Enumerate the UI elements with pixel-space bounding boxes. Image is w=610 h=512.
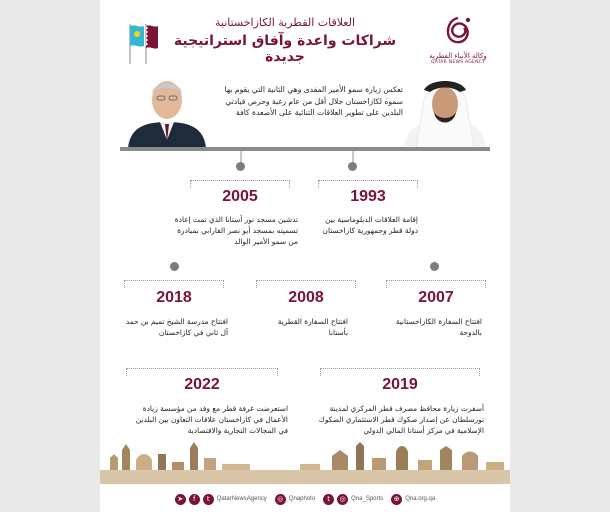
footer-social-group: [175, 494, 267, 505]
footer-sports-group: [323, 494, 383, 505]
timeline-year-1993: 1993: [350, 188, 386, 205]
page-title: شراكات واعدة وآفاق استراتيجية جديدة: [173, 33, 397, 65]
footer-photo-group: [275, 494, 315, 505]
header-divider: [120, 147, 490, 151]
timeline-dot: [430, 262, 439, 271]
instagram-icon[interactable]: ◎: [275, 494, 286, 505]
timeline-year-2007: 2007: [418, 289, 454, 306]
timeline-year-2018: 2018: [156, 289, 192, 306]
timeline-year-2019: 2019: [382, 376, 418, 393]
instagram-icon[interactable]: ◎: [337, 494, 348, 505]
timeline-dot: [348, 162, 357, 171]
timeline-text-2018: افتتاح مدرسة الشيخ تميم بن حمد آل ثاني في كازاخستان: [125, 317, 228, 337]
portrait-emir-photo: [400, 70, 490, 148]
timeline-text-2022: استعرضت غرفة قطر مع وفد من مؤسسة زيادة الأعمال في كازاخستان علاقات التعاون بين البلدين في المجالات التجارية والاقتصادية: [135, 404, 288, 435]
skyline-illustration: [100, 440, 510, 484]
timeline-bracket: [124, 280, 224, 288]
timeline-year-2008: 2008: [288, 289, 324, 306]
timeline-text-2019: أسفرت زيارة محافظ مصرف قطر المركزي لمدينة نورسلطان عن إصدار صكوك قطر الاستثماري الصكوك الإسلامية في مركز أستانا المالي الدولي: [318, 404, 484, 435]
infographic-page: [100, 0, 510, 512]
facebook-icon[interactable]: f: [189, 494, 200, 505]
portrait-president-photo: [122, 70, 212, 148]
twitter-icon[interactable]: t: [323, 494, 334, 505]
twitter-icon[interactable]: t: [203, 494, 214, 505]
timeline-bracket: [318, 180, 418, 188]
page-subtitle: العلاقات القطرية الكازاخستانية: [214, 16, 356, 29]
telegram-icon[interactable]: ➤: [175, 494, 186, 505]
timeline-text-2007: افتتاح السفارة الكازاخستانية بالدوحة: [395, 317, 482, 337]
footer-web-group: [391, 494, 435, 505]
intro-paragraph: تعكس زيارة سمو الأمير المفدى وهي الثانية التي يقوم بها سموه لكازاخستان خلال أقل من عام رغبة وحرص قيادتي البلدين على تطوير العلاقات الثنائية على الأصعدة كافة: [224, 85, 403, 118]
footer-handle-main[interactable]: QatarNewsAgency: [216, 496, 267, 502]
flags-icon: [120, 22, 158, 64]
timeline-text-2008: افتتاح السفارة القطرية بأستانا: [277, 317, 348, 337]
timeline-bracket: [386, 280, 486, 288]
timeline-dot: [236, 162, 245, 171]
timeline-bracket: [190, 180, 290, 188]
timeline-bracket: [126, 368, 278, 376]
footer-handle-photo[interactable]: Qnaphoto: [288, 496, 316, 502]
timeline-year-2022: 2022: [184, 376, 220, 393]
footer-handle-sports[interactable]: Qna_Sports: [351, 496, 384, 502]
logo-arabic: وكالة الأنباء القطرية: [429, 52, 487, 60]
qna-logo: [418, 14, 498, 74]
timeline-bracket: [320, 368, 480, 376]
qna-logo-icon: [438, 14, 478, 48]
timeline-text-1993: إقامة العلاقات الدبلوماسية بين دولة قطر وجمهورية كازاخستان: [322, 215, 418, 235]
timeline-text-2005: تدشين مسجد نور أستانا الذي تمت إعادة تسميته بمسجد أبو نصر الفارابي بمبادرة من سمو الأمير الوالد: [174, 215, 298, 246]
globe-icon[interactable]: ⊕: [391, 494, 402, 505]
social-footer: [100, 486, 510, 512]
timeline-year-2005: 2005: [222, 188, 258, 205]
logo-english: QATAR NEWS AGENCY: [430, 60, 486, 65]
timeline-dot: [170, 262, 179, 271]
footer-website[interactable]: Qna.org.qa: [405, 496, 436, 502]
timeline-bracket: [256, 280, 356, 288]
